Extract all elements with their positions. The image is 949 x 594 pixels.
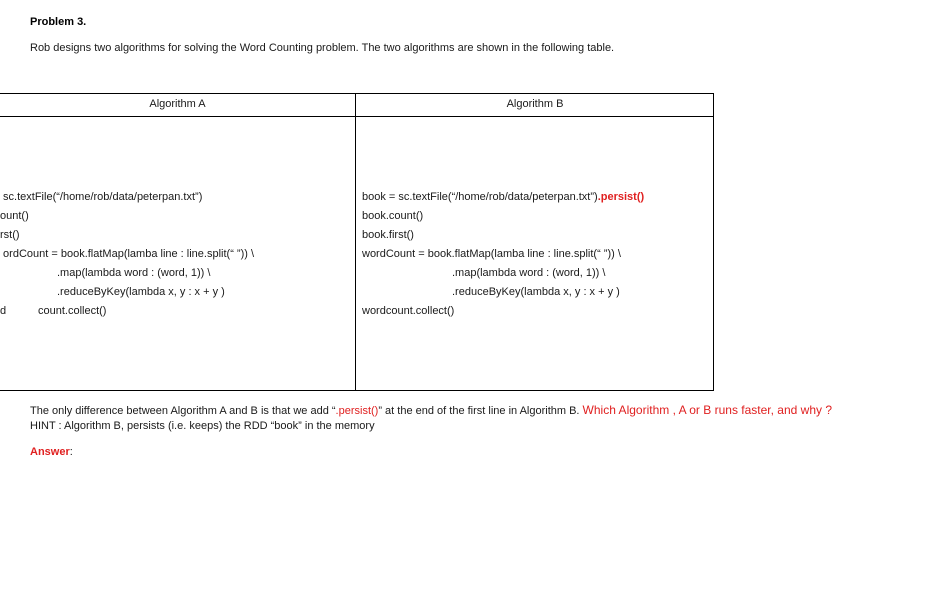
algo-a-line-4: ordCount = book.flatMap(lamba line : line.split(“ ”)) \ — [0, 248, 255, 260]
problem-title: Problem 3. — [30, 16, 87, 28]
algo-b-persist-highlight: .persist() — [597, 191, 645, 203]
difference-text-2: ” at the end of the first line in Algorithm B. — [378, 405, 583, 417]
algo-a-line-6: .reduceByKey(lambda x, y : x + y ) — [57, 286, 225, 298]
problem-intro: Rob designs two algorithms for solving the Word Counting problem. The two algorithms are shown in the following table. — [30, 42, 615, 54]
algo-b-line-1 — [362, 191, 644, 203]
algo-b-line-5: .map(lambda word : (word, 1)) \ — [452, 267, 606, 279]
algo-a-line-7b: count.collect() — [38, 305, 107, 317]
difference-text-1: The only difference between Algorithm A and B is that we add “ — [30, 405, 336, 417]
algo-b-line-2: book.count() — [362, 210, 424, 222]
header-algorithm-a: Algorithm A — [149, 98, 206, 110]
algo-b-line-6: .reduceByKey(lambda x, y : x + y ) — [452, 286, 620, 298]
question-text: Which Algorithm , A or B runs faster, and why ? — [582, 403, 832, 417]
algo-a-line-2: ount() — [0, 210, 29, 222]
answer-label-text: Answer — [30, 446, 70, 458]
algo-a-line-7a: d — [0, 305, 7, 317]
difference-statement — [30, 403, 832, 417]
answer-colon: : — [69, 446, 73, 458]
algo-a-line-5: .map(lambda word : (word, 1)) \ — [57, 267, 211, 279]
answer-label — [30, 446, 73, 458]
column-divider — [355, 93, 356, 391]
difference-persist: .persist() — [335, 405, 379, 417]
algo-a-line-1: sc.textFile(“/home/rob/data/peterpan.txt”) — [0, 191, 203, 203]
header-algorithm-b: Algorithm B — [506, 98, 564, 110]
algorithm-a-cell — [0, 117, 355, 390]
hint-text: HINT : Algorithm B, persists (i.e. keeps) the RDD “book” in the memory — [30, 420, 375, 432]
algo-b-line-7: wordcount.collect() — [362, 305, 455, 317]
algo-b-line-3: book.first() — [362, 229, 414, 241]
algo-b-line-1-text: book = sc.textFile(“/home/rob/data/peterpan.txt”) — [362, 191, 598, 203]
algo-b-line-4: wordCount = book.flatMap(lamba line : line.split(“ ”)) \ — [362, 248, 621, 260]
algo-a-line-3: rst() — [0, 229, 20, 241]
